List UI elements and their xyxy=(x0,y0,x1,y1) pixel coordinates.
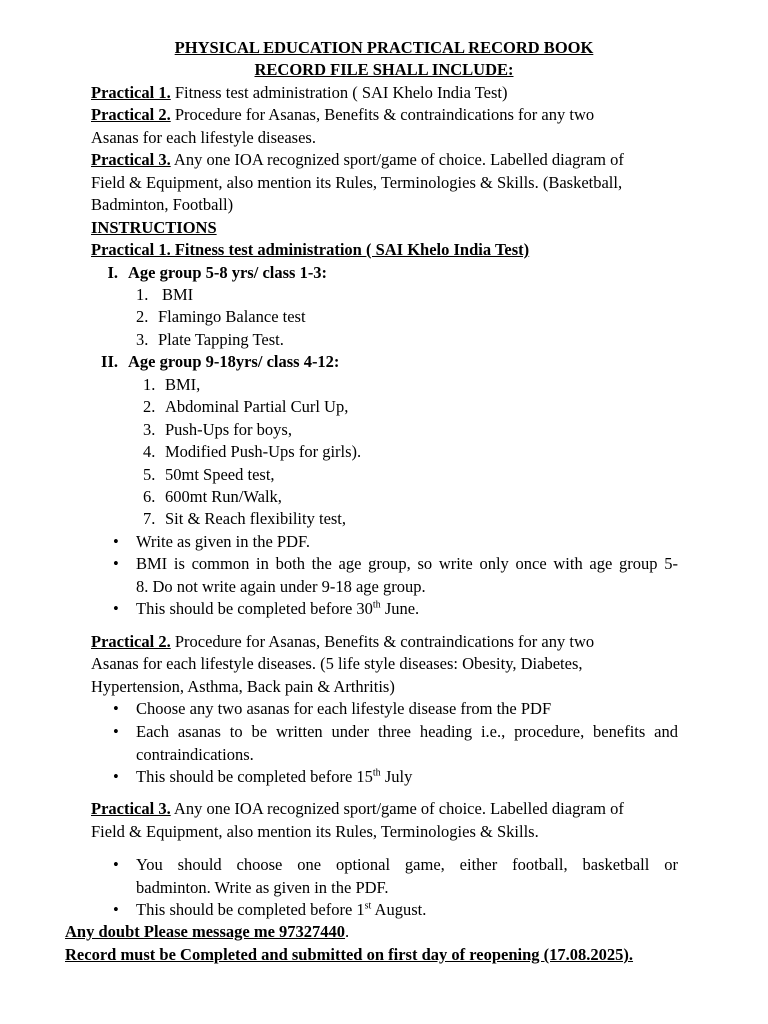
bullet-text xyxy=(136,598,678,620)
practical-3-section xyxy=(91,798,691,820)
practical-3-section-text: Any one IOA recognized sport/game of choice. Labelled diagram of xyxy=(170,799,624,818)
list-item xyxy=(143,508,346,530)
list-number: 7. xyxy=(143,509,156,528)
age-group-2-numeral: II. xyxy=(101,352,118,371)
list-item xyxy=(136,284,193,306)
list-text: Modified Push-Ups for girls). xyxy=(165,442,362,461)
list-item xyxy=(143,419,292,441)
bullet-icon: • xyxy=(113,767,119,786)
practical-1-text: Fitness test administration ( SAI Khelo India Test) xyxy=(170,83,508,102)
list-number: 3. xyxy=(136,330,149,349)
bullet-text: Write as given in the PDF. xyxy=(136,532,310,551)
list-item xyxy=(143,441,361,463)
bullet-icon: • xyxy=(113,699,119,718)
document-subtitle: RECORD FILE SHALL INCLUDE: xyxy=(254,60,514,79)
deadline-prefix: This should be completed before 30 xyxy=(136,599,373,618)
bullet-icon: • xyxy=(113,722,119,741)
deadline-suffix: June. xyxy=(380,599,420,618)
list-number: 2. xyxy=(143,397,156,416)
deadline-prefix: This should be completed before 15 xyxy=(136,767,373,786)
ordinal-suffix: st xyxy=(364,900,372,912)
list-number: 6. xyxy=(143,487,156,506)
list-text: BMI, xyxy=(165,375,201,394)
contact-text: Any doubt Please message me 97327440 xyxy=(65,922,346,941)
list-text: Abdominal Partial Curl Up, xyxy=(165,397,349,416)
list-text: 600mt Run/Walk, xyxy=(165,487,282,506)
bullet-item xyxy=(113,721,678,766)
list-number: 1. xyxy=(143,375,156,394)
bullet-text-cont: 8. Do not write again under 9-18 age group. xyxy=(136,577,426,596)
document-title: PHYSICAL EDUCATION PRACTICAL RECORD BOOK xyxy=(174,38,594,57)
bullet-item xyxy=(113,698,678,720)
list-text: Push-Ups for boys, xyxy=(165,420,292,439)
age-group-1-numeral: I. xyxy=(107,263,118,282)
list-text: BMI xyxy=(162,285,194,304)
bullet-text: BMI is common in both the age group, so write only once with age group 5- xyxy=(136,554,678,573)
list-item xyxy=(143,374,200,396)
bullet-icon: • xyxy=(113,855,119,874)
bullet-icon: • xyxy=(113,599,119,618)
bullet-icon: • xyxy=(113,554,119,573)
list-item xyxy=(143,464,275,486)
bullet-text xyxy=(136,766,678,788)
bullet-text: Each asanas to be written under three heading i.e., procedure, benefits and xyxy=(136,722,678,741)
bullet-text: Choose any two asanas for each lifestyle disease from the PDF xyxy=(136,699,552,718)
age-group-2-label: Age group 9-18yrs/ class 4-12: xyxy=(128,352,340,371)
practical-3-section-cont: Field & Equipment, also mention its Rules, Terminologies & Skills. xyxy=(91,822,539,841)
practical-2-text: Procedure for Asanas, Benefits & contraindications for any two xyxy=(170,105,595,124)
overview-practical-3-cont2: Badminton, Football) xyxy=(91,195,234,214)
list-item xyxy=(143,396,348,418)
overview-practical-1 xyxy=(91,82,691,104)
overview-practical-3-cont: Field & Equipment, also mention its Rules, Terminologies & Skills. (Basketball, xyxy=(91,173,623,192)
instructions-heading: INSTRUCTIONS xyxy=(91,218,217,237)
list-number: 1. xyxy=(136,285,149,304)
list-number: 5. xyxy=(143,465,156,484)
ordinal-suffix: th xyxy=(372,767,381,779)
bullet-text-cont: contraindications. xyxy=(136,745,254,764)
practical-3-text: Any one IOA recognized sport/game of choice. Labelled diagram of xyxy=(170,150,624,169)
practical-2-section-text: Procedure for Asanas, Benefits & contraindications for any two xyxy=(170,632,595,651)
age-group-1 xyxy=(92,262,327,284)
practical-3-section-label: Practical 3. xyxy=(91,799,171,818)
ordinal-suffix: th xyxy=(372,599,381,611)
list-text: Plate Tapping Test. xyxy=(158,330,284,349)
practical-2-section-cont: Asanas for each lifestyle diseases. (5 life style diseases: Obesity, Diabetes, xyxy=(91,654,583,673)
list-number: 3. xyxy=(143,420,156,439)
practical-2-section-label: Practical 2. xyxy=(91,632,171,651)
contact-period: . xyxy=(345,922,350,941)
bullet-item xyxy=(113,899,678,921)
list-item xyxy=(143,486,282,508)
practical-1-label: Practical 1. xyxy=(91,83,171,102)
practical-2-section xyxy=(91,631,691,653)
overview-practical-2 xyxy=(91,104,691,126)
list-item xyxy=(136,306,306,328)
overview-practical-2-cont: Asanas for each lifestyle diseases. xyxy=(91,128,316,147)
bullet-text-cont: badminton. Write as given in the PDF. xyxy=(136,878,389,897)
deadline-suffix: July xyxy=(380,767,413,786)
age-group-1-label: Age group 5-8 yrs/ class 1-3: xyxy=(128,263,328,282)
list-number: 4. xyxy=(143,442,156,461)
submission-deadline: Record must be Completed and submitted on first day of reopening (17.08.2025). xyxy=(65,945,634,964)
practical-3-label: Practical 3. xyxy=(91,150,171,169)
bullet-icon: • xyxy=(113,532,119,551)
practical-2-section-cont2: Hypertension, Asthma, Back pain & Arthritis) xyxy=(91,677,395,696)
list-text: 50mt Speed test, xyxy=(165,465,275,484)
contact-note xyxy=(65,921,665,943)
practical-1-heading: Practical 1. Fitness test administration ( SAI Khelo India Test) xyxy=(91,240,530,259)
list-item xyxy=(136,329,284,351)
overview-practical-3 xyxy=(91,149,691,171)
practical-2-label: Practical 2. xyxy=(91,105,171,124)
list-text: Flamingo Balance test xyxy=(158,307,306,326)
bullet-icon: • xyxy=(113,900,119,919)
bullet-item xyxy=(113,854,678,899)
deadline-prefix: This should be completed before 1 xyxy=(136,900,365,919)
bullet-text xyxy=(136,899,678,921)
list-number: 2. xyxy=(136,307,149,326)
bullet-item xyxy=(113,766,678,788)
age-group-2 xyxy=(92,351,339,373)
bullet-text: You should choose one optional game, either football, basketball or xyxy=(136,855,678,874)
bullet-item xyxy=(113,598,678,620)
bullet-item xyxy=(113,553,678,598)
list-text: Sit & Reach flexibility test, xyxy=(165,509,347,528)
bullet-item xyxy=(113,531,678,553)
deadline-suffix: August. xyxy=(371,900,427,919)
